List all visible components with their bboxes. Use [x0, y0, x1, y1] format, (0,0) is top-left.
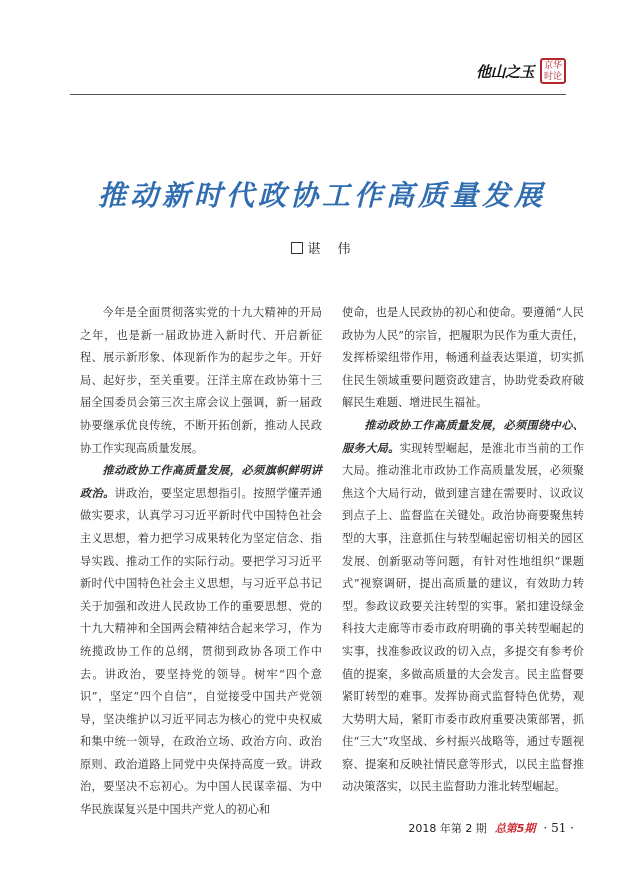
section-heading: 推动政协工作高质量发展，必须围绕中心、服务大局。 [342, 418, 584, 455]
page-number: · 51 · [543, 821, 574, 835]
column-name: 他山之玉 [475, 62, 534, 81]
paragraph: 使命，也是人民政协的初心和使命。要遵循“人民政协为人民”的宗旨，把履职为民作为重大责任，发挥桥梁纽带作用，畅通利益表达渠道，切实抓住民生领域重要问题资政建言，协助党委政府破解民生难题、增进民生福祉。 [342, 306, 584, 410]
section-heading: 推动政协工作高质量发展，必须旗帜鲜明讲政治。 [80, 464, 322, 500]
article-title: 推动新时代政协工作高质量发展 [97, 179, 546, 212]
column-logo [476, 58, 566, 84]
paragraph [80, 460, 322, 822]
left-column [80, 302, 322, 822]
seal-logo-icon: 京华时论 [540, 58, 566, 84]
author-name: 谌 伟 [307, 242, 353, 257]
author-box-icon [291, 242, 303, 254]
page-footer [408, 820, 574, 836]
paragraph-body: 讲政治，要坚定思想指引。按照学懂弄通做实要求，认真学习习近平新时代中国特色社会主义思想，着力把学习成果转化为坚定信念、指导实践、推动工作的实际行动。要把学习习近平新时代中国特色社会主义思想，与习近平总书记关于加强和改进人民政协工作的重要思想、党的十九大精神和全国两会精神结合起来学习，作为统揽政协工作的总纲，贯彻到政协各项工作中去。讲政治，要坚持党的领导。树牢“四个意识”，坚定“四个自信”，自觉接受中国共产党领导，坚决维护以习近平同志为核心的党中央权威和集中统一领导，在政治立场、政治方向、政治原则、政治道路上同党中央保持高度一致。讲政治，要坚决不忘初心。为中国人民谋幸福、为中华民族谋复兴是中国共产党人的初心和 [80, 486, 322, 817]
paragraph [342, 415, 584, 799]
paragraph: 今年是全面贯彻落实党的十九大精神的开局之年，也是新一届政协进入新时代、开启新征程、展示新形象、体现新作为的起步之年。开好局、起好步，至关重要。汪洋主席在政协第十三届全国委员会第三次主席会议上强调，新一届政协要继承优良传统，不断开拓创新，推动人民政协工作实现高质量发展。 [80, 306, 322, 455]
total-issue: 总第5期 [494, 822, 536, 835]
paragraph-body: 实现转型崛起，是淮北市当前的工作大局。推动淮北市政协工作高质量发展，必须聚焦这个大局行动，做到建言建在需要时、议政议到点子上、监督监在关键处。政治协商要聚焦转型的大事，注意抓住与转型崛起密切相关的园区发展、创新驱动等问题，有针对性地组织“课题式”视察调研，提出高质量的建议，有效助力转型。参政议政要关注转型的实事。紧扣建设绿金科技大走廊等市委市政府明确的事关转型崛起的实事，找准参政议政的切入点，多提交有参考价值的提案，多做高质量的大会发言。民主监督要紧盯转型的难事。发挥协商式监督特色优势，观大势明大局，紧盯市委市政府重要决策部署，抓住“三大”攻坚战、乡村振兴战略等，通过专题视察、提案和反映社情民意等形式，以民主监督推动决策落实，以民主监督助力淮北转型崛起。 [342, 441, 584, 794]
header-divider [70, 94, 566, 95]
issue-info: 2018 年第 2 期 [408, 822, 487, 835]
right-column [342, 302, 584, 799]
article-author [0, 238, 644, 257]
